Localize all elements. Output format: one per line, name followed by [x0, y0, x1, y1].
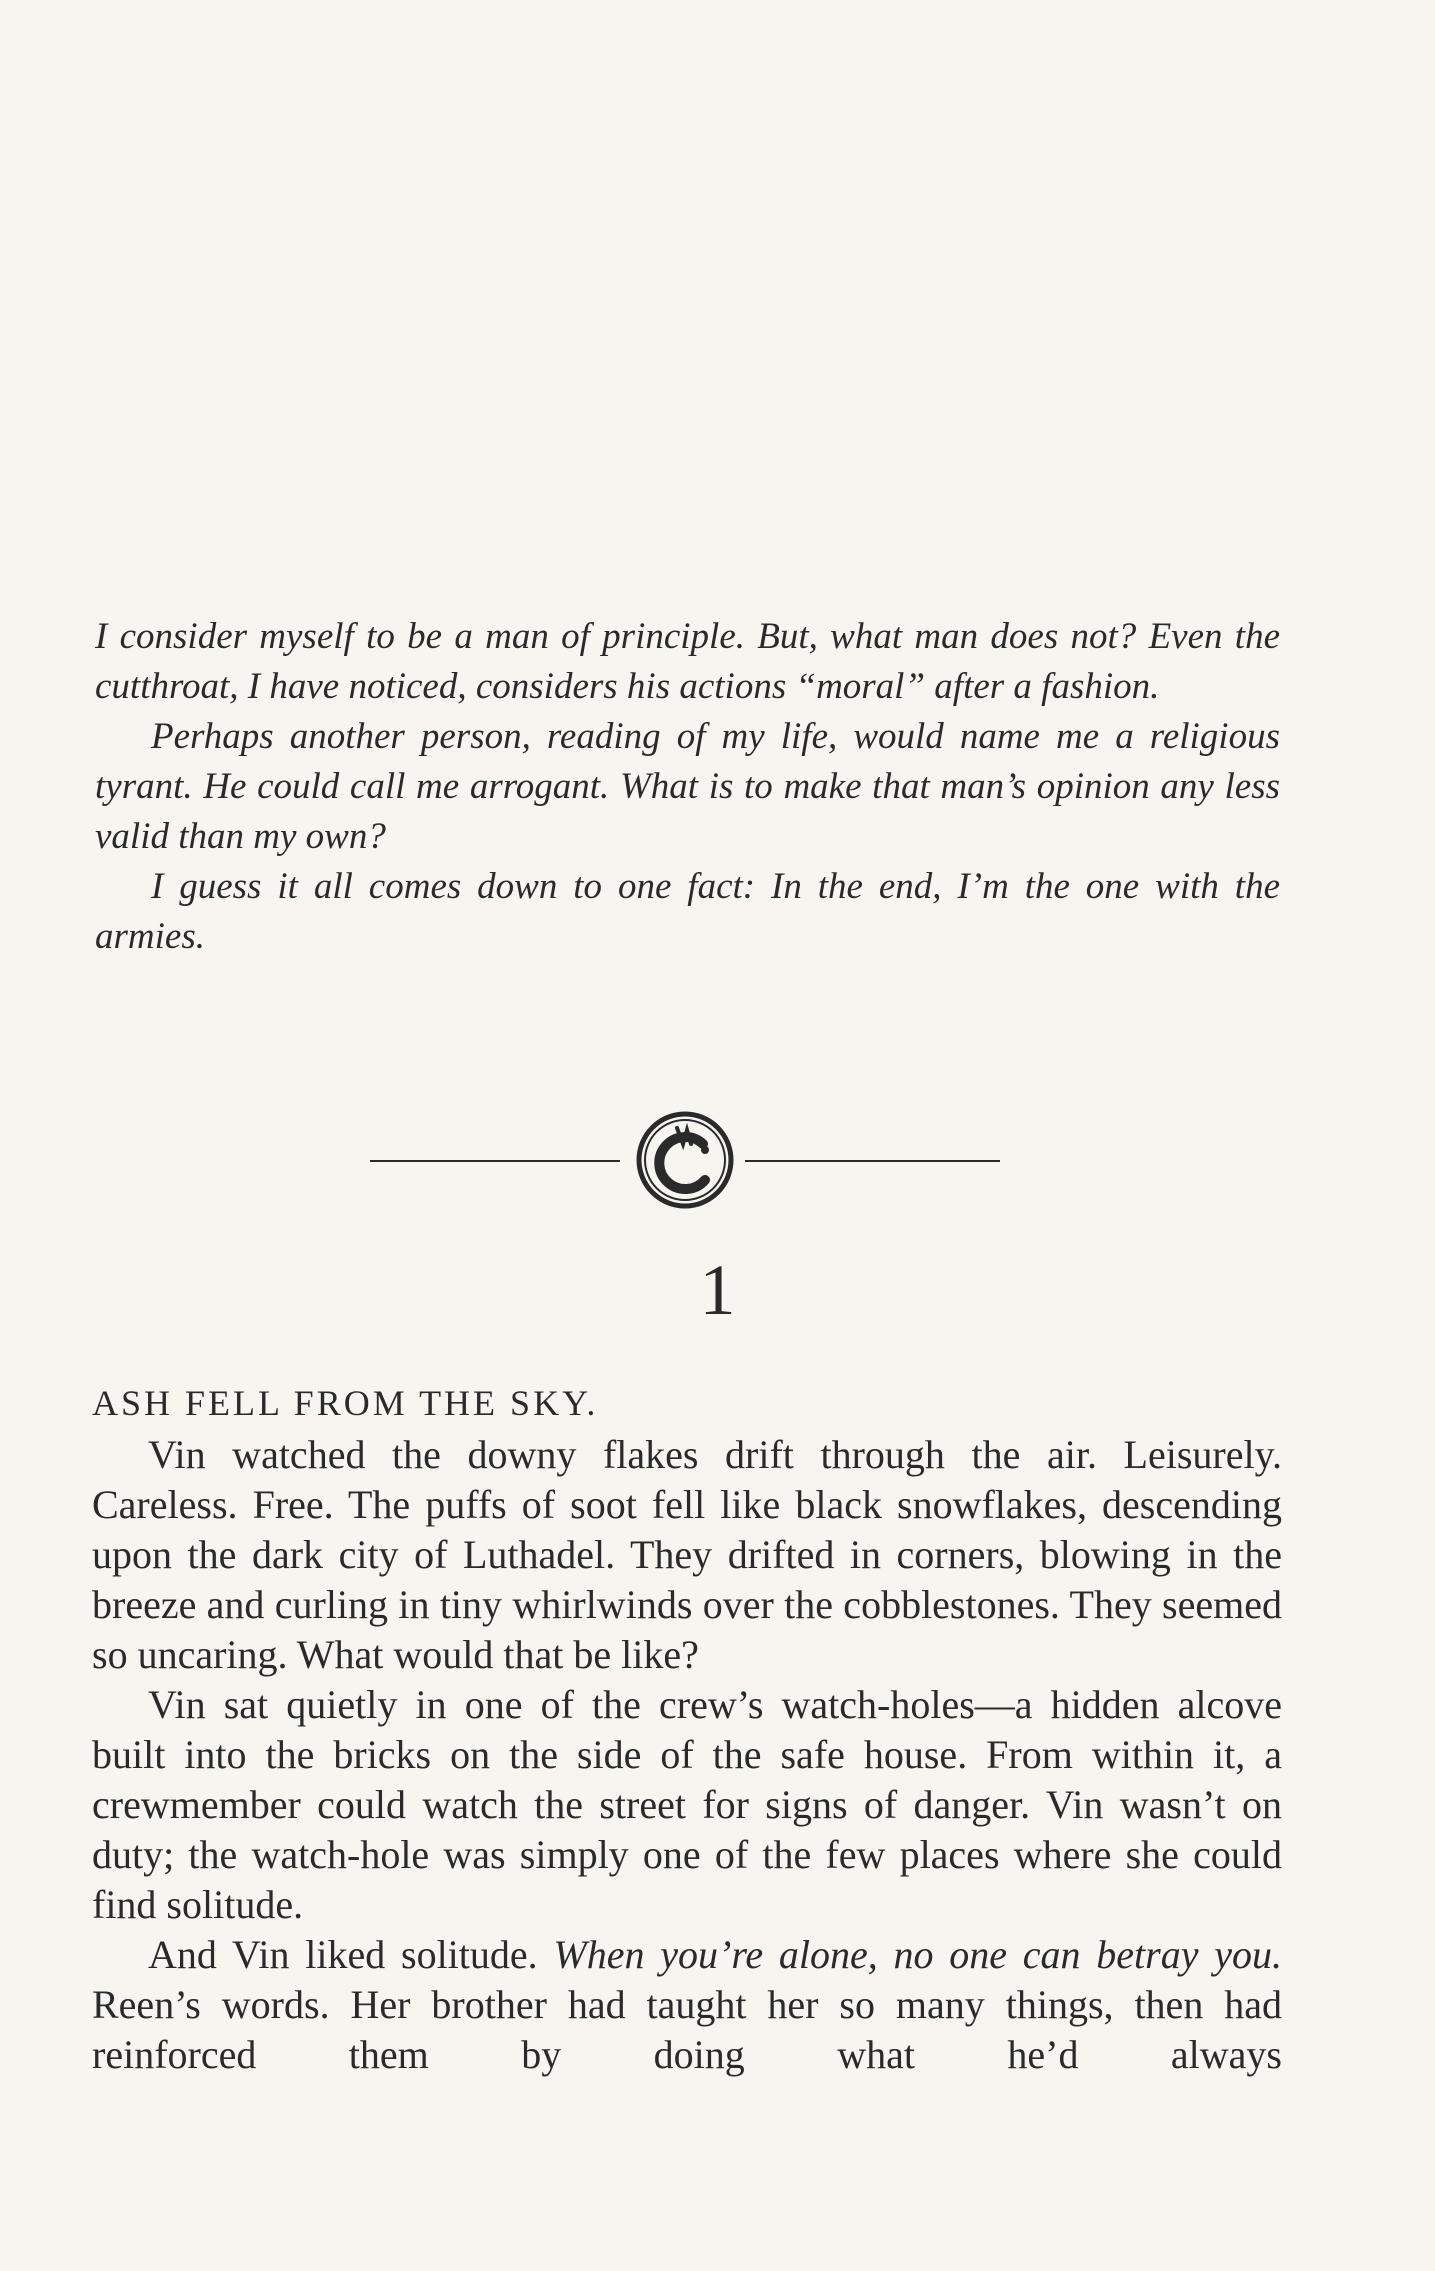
body-paragraph-3: [92, 1930, 1282, 2080]
ornament-rule-right: [745, 1160, 1000, 1162]
epigraph-paragraph-3: I guess it all comes down to one fact: In the end, I’m the one with the armies.: [95, 866, 1280, 957]
body-paragraph-1: Vin watched the downy flakes drift through the air. Leisurely. Careless. Free. The puffs of soot fell like black snowflakes, descending upon the dark city of Luthadel. They drifted in corners, blowing in the breeze and curling in tiny whirlwinds over the cobblestones. They seemed so uncaring. What would that be like?: [92, 1432, 1282, 1677]
chapter-ornament-icon: [625, 1100, 745, 1220]
body-paragraph-3-italic: When you’re alone, no one can betray you.: [553, 1932, 1282, 1977]
chapter-opening-line: ASH FELL FROM THE SKY.: [92, 1383, 599, 1423]
chapter-body: [92, 1430, 1282, 2080]
epigraph-paragraph-2: Perhaps another person, reading of my life, would name me a religious tyrant. He could call me arrogant. What is to make that man’s opinion any less valid than my own?: [95, 716, 1280, 857]
body-paragraph-2: Vin sat quietly in one of the crew’s watch-holes—a hidden alcove built into the bricks on the side of the safe house. From within it, a crewmember could watch the street for signs of danger. Vin wasn’t on duty; the watch-hole was simply one of the few places where she could find solitude.: [92, 1682, 1282, 1927]
epigraph: [95, 612, 1280, 962]
chapter-ornament: [370, 1100, 1000, 1220]
epigraph-paragraph-1: I consider myself to be a man of principle. But, what man does not? Even the cutthroat, I have noticed, considers his actions “moral” after a fashion.: [95, 616, 1280, 707]
body-paragraph-3-start: And Vin liked solitude.: [148, 1932, 554, 1977]
body-paragraph-3-end: Reen’s words. Her brother had taught her so many things, then had reinforced them by doing what he’d always: [92, 1982, 1282, 2077]
ornament-rule-left: [370, 1160, 620, 1162]
chapter-number: 1: [699, 1250, 736, 1330]
